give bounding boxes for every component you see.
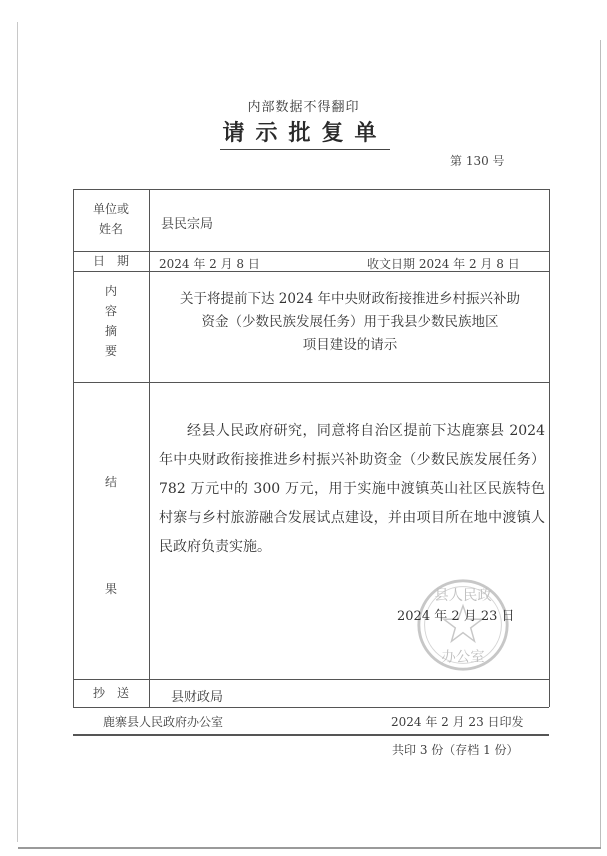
received-date: 收文日期 2024 年 2 月 8 日	[367, 257, 520, 271]
date-value: 2024 年 2 月 8 日	[159, 257, 260, 271]
issuing-office: 鹿寨县人民政府办公室	[103, 715, 224, 729]
cc-value: 县财政局	[171, 690, 224, 705]
cc-label: 抄 送	[92, 686, 129, 700]
table-row-divider	[73, 382, 549, 383]
print-date: 2024 年 2 月 23 日印发	[391, 715, 524, 729]
svg-text:办公室: 办公室	[441, 649, 485, 666]
summary-label	[73, 281, 149, 361]
document-title: 请示批复单	[220, 116, 390, 150]
summary-label-char: 内	[104, 284, 117, 298]
table-border-bottom	[73, 734, 549, 736]
table-border-right	[549, 189, 550, 707]
official-seal-icon	[415, 577, 511, 673]
table-column-divider	[149, 189, 150, 707]
date-label: 日 期	[92, 254, 129, 268]
summary-line: 资金（少数民族发展任务）用于我县少数民族地区	[201, 314, 499, 330]
copies-count: 共印 3 份（存档 1 份）	[392, 743, 519, 757]
table-border-top	[73, 189, 549, 190]
summary-line: 关于将提前下达 2024 年中央财政衔接推进乡村振兴补助	[180, 291, 520, 307]
svg-text:县人民政: 县人民政	[434, 588, 492, 605]
document-number: 第 130 号	[450, 154, 505, 168]
summary-label-char: 摘	[104, 324, 117, 338]
scan-edge-right	[600, 40, 601, 848]
scan-edge-bottom	[18, 847, 601, 849]
summary-content	[153, 288, 547, 357]
summary-label-char: 要	[104, 344, 117, 358]
approval-date: 2024 年 2 月 23 日	[397, 609, 515, 624]
unit-label	[73, 199, 149, 239]
result-label-bottom: 果	[104, 582, 117, 596]
summary-label-char: 容	[104, 304, 117, 318]
unit-value: 县民宗局	[161, 217, 214, 232]
unit-label-line: 姓名	[98, 222, 123, 236]
result-content: 经县人民政府研究，同意将自治区提前下达鹿寨县 2024 年中央财政衔接推进乡村振兴补助资金（少数民族发展任务）782 万元中的 300 万元，用于实施中渡镇英山社区民族特色村寨与乡村旅游融合发展试点建设，并由项目所在地中渡镇人民政府负责实施。	[159, 423, 545, 555]
confidential-notice: 内部数据不得翻印	[247, 100, 360, 115]
table-row-divider	[73, 679, 549, 680]
summary-line: 项目建设的请示	[302, 337, 398, 353]
table-row-divider	[73, 707, 549, 708]
result-label-top: 结	[104, 475, 117, 489]
scan-edge-left	[17, 22, 18, 842]
unit-label-line: 单位或	[92, 202, 129, 216]
